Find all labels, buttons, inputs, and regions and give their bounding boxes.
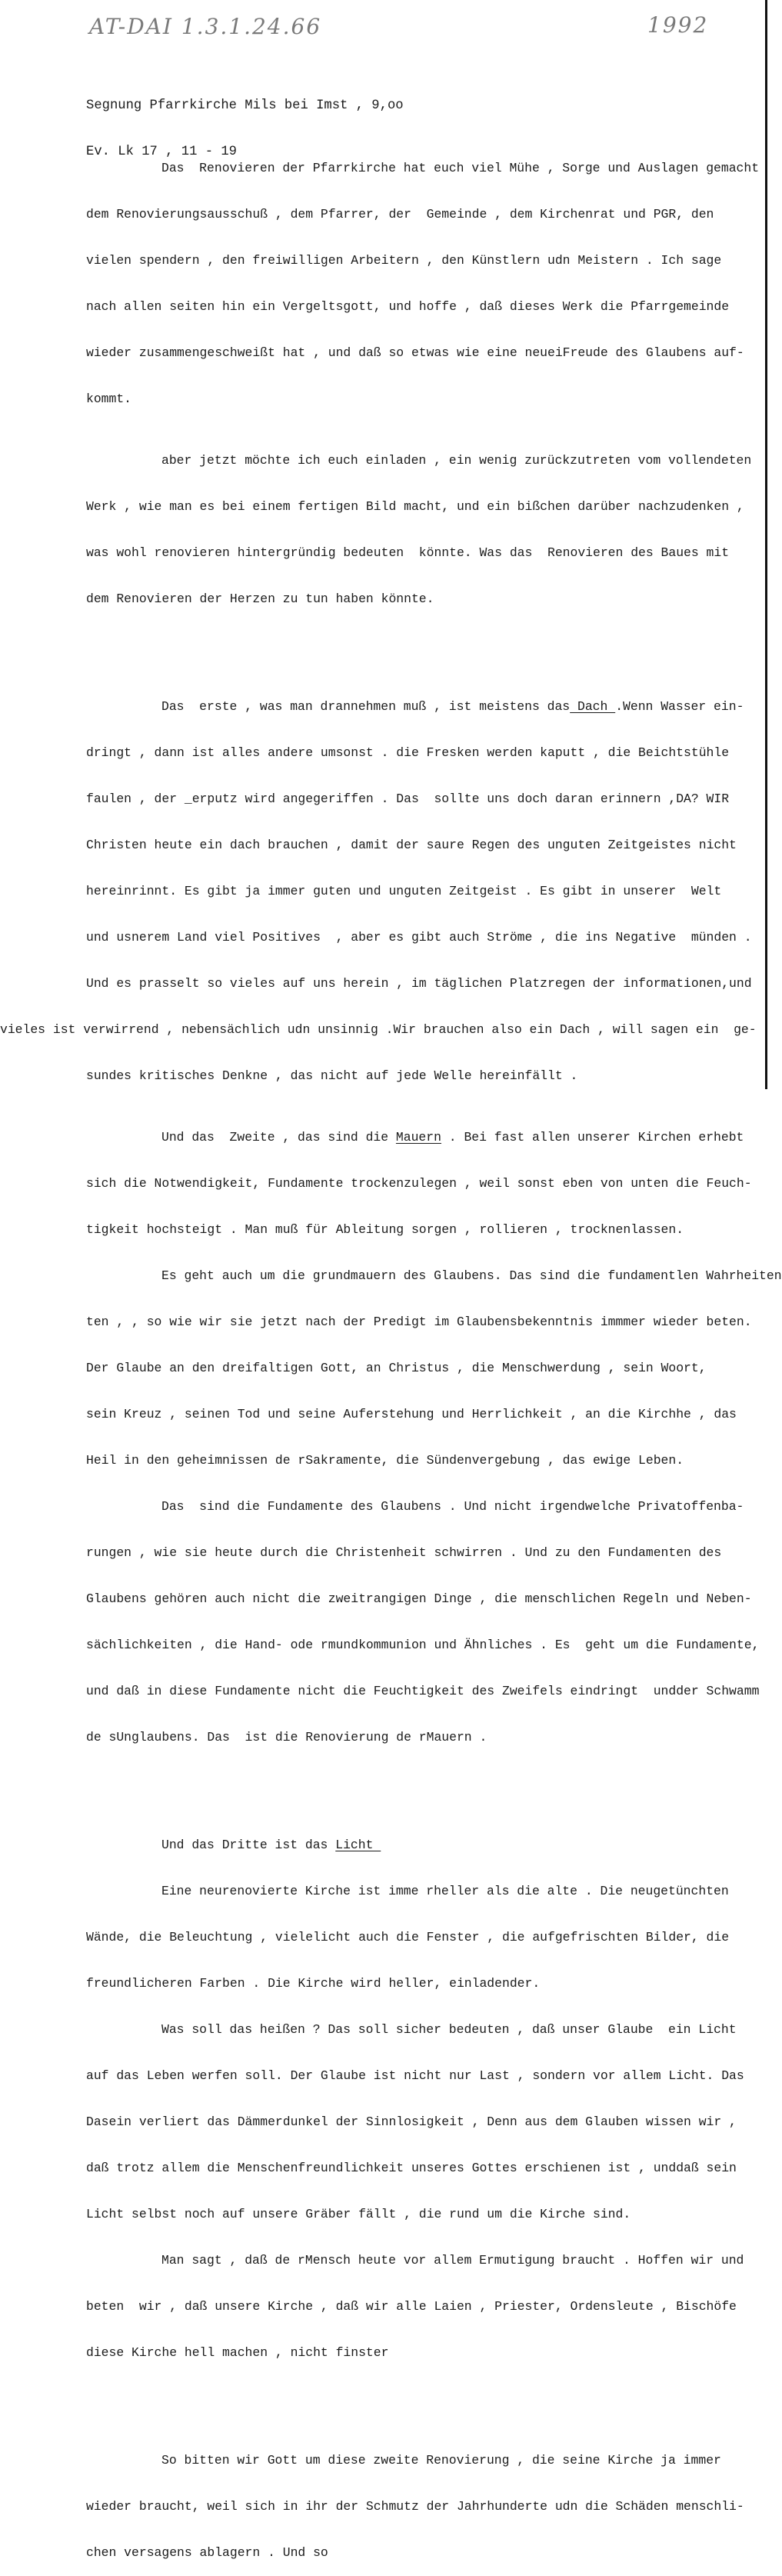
archive-id-annotation: AT-DAI 1.3.1.24.66 bbox=[89, 14, 322, 39]
text-line: wieder zusammengeschweißt hat , und daß so etwas wie eine neueiFreude des Glaubens auf- bbox=[86, 345, 744, 360]
text-line: tigkeit hochsteigt . Man muß für Ableitung sorgen , rollieren , trocknenlassen. bbox=[86, 1222, 684, 1237]
text-line: sich die Notwendigkeit, Fundamente trockenzulegen , weil sonst eben von unten die Feuch- bbox=[86, 1176, 752, 1191]
text-line: sein Kreuz , seinen Tod und seine Auferstehung und Herrlichkeit , an die Kirchhe , das bbox=[86, 1407, 737, 1421]
text-line: hereinrinnt. Es gibt ja immer guten und unguten Zeitgeist . Es gibt in unserer Welt bbox=[86, 884, 722, 898]
text-line: Licht selbst noch auf unsere Gräber fällt , die rund um die Kirche sind. bbox=[86, 2207, 631, 2221]
text-line: Wände, die Beleuchtung , vielelicht auch die Fenster , die aufgefrischten Bilder, die bbox=[86, 1930, 730, 1944]
text-line: ten , , so wie wir sie jetzt nach der Predigt im Glaubensbekenntnis immmer wieder beten. bbox=[86, 1315, 752, 1329]
text-line: vielen spendern , den freiwilligen Arbeitern , den Künstlern udn Meistern . Ich sage bbox=[86, 253, 722, 268]
text-line: vieles ist verwirrend , nebensächlich udn unsinnig .Wir brauchen also ein Dach , will sagen ein ge- bbox=[0, 1022, 757, 1037]
text-line: Was soll das heißen ? Das soll sicher bedeuten , daß unser Glaube ein Licht bbox=[161, 2022, 737, 2037]
text-line: auf das Leben werfen soll. Der Glaube ist nicht nur Last , sondern vor allem Licht. Das bbox=[86, 2068, 744, 2083]
text-line: kommt. bbox=[86, 392, 132, 406]
text-line: Eine neurenovierte Kirche ist imme rheller als die alte . Die neugetünchten bbox=[161, 1884, 729, 1898]
text-line: diese Kirche hell machen , nicht finster bbox=[86, 2345, 389, 2360]
text-line: Das Renovieren der Pfarrkirche hat euch viel Mühe , Sorge und Auslagen gemacht bbox=[161, 161, 760, 175]
header-title: Segnung Pfarrkirche Mils bei Imst , 9,oo bbox=[86, 98, 404, 113]
text-line: Heil in den geheimnissen de rSakramente, die Sündenvergebung , das ewige Leben. bbox=[86, 1453, 684, 1468]
text-line: freundlicheren Farben . Die Kirche wird heller, einladender. bbox=[86, 1976, 541, 1991]
text-line: Man sagt , daß de rMensch heute vor allem Ermutigung braucht . Hoffen wir und bbox=[161, 2253, 744, 2268]
text-line: Das sind die Fundamente des Glaubens . Und nicht irgendwelche Privatoffenba- bbox=[161, 1499, 744, 1514]
text-line: aber jetzt möchte ich euch einladen , ein wenig zurückzutreten vom vollendeten bbox=[161, 453, 752, 468]
text-line: Werk , wie man es bei einem fertigen Bild macht, und ein bißchen darüber nachzudenken , bbox=[86, 499, 744, 514]
text-line: dringt , dann ist alles andere umsonst . die Fresken werden kaputt , die Beichtstühle bbox=[86, 745, 730, 760]
text-line: sächlichkeiten , die Hand- ode rmundkommunion und Ähnliches . Es geht um die Fundamente, bbox=[86, 1638, 760, 1652]
text-line: rungen , wie sie heute durch die Christenheit schwirren . Und zu den Fundamenten des bbox=[86, 1545, 722, 1560]
text-line: Es geht auch um die grundmauern des Glaubens. Das sind die fundamentlen Wahrheiten bbox=[161, 1268, 782, 1283]
text-line: Und das Zweite , das sind die Mauern . Bei fast allen unserer Kirchen erhebt bbox=[161, 1130, 744, 1145]
year-annotation: 1992 bbox=[647, 12, 709, 38]
text-line: Der Glaube an den dreifaltigen Gott, an Christus , die Menschwerdung , sein Woort, bbox=[86, 1361, 707, 1375]
text-line: Das erste , was man drannehmen muß , ist meistens das Dach .Wenn Wasser ein- bbox=[161, 699, 744, 714]
text-line: und daß in diese Fundamente nicht die Feuchtigkeit des Zweifels eindringt undder Schwamm bbox=[86, 1684, 760, 1698]
text-line: dem Renovieren der Herzen zu tun haben könnte. bbox=[86, 592, 434, 606]
text-line: was wohl renovieren hintergründig bedeuten könnte. Was das Renovieren des Baues mit bbox=[86, 545, 730, 560]
text-line: wieder braucht, weil sich in ihr der Schmutz der Jahrhunderte udn die Schäden menschli- bbox=[86, 2499, 744, 2514]
text-line: daß trotz allem die Menschenfreundlichkeit unseres Gottes erschienen ist , unddaß sein bbox=[86, 2161, 737, 2175]
text-line: faulen , der _erputz wird angegeriffen . Das sollte uns doch daran erinnern ,DA? WIR bbox=[86, 791, 730, 806]
keyword-mauern: Mauern bbox=[395, 1130, 441, 1145]
text-line: beten wir , daß unsere Kirche , daß wir alle Laien , Priester, Ordensleute , Bischöfe bbox=[86, 2299, 737, 2314]
text-line: und usnerem Land viel Positives , aber es gibt auch Ströme , die ins Negative münden . bbox=[86, 930, 752, 945]
text-line: Glaubens gehören auch nicht die zweitrangigen Dinge , die menschlichen Regeln und Neben- bbox=[86, 1591, 752, 1606]
text-line: dem Renovierungsausschuß , dem Pfarrer, der Gemeinde , dem Kirchenrat und PGR, den bbox=[86, 207, 714, 222]
text-line: de sUnglaubens. Das ist die Renovierung de rMauern . bbox=[86, 1730, 488, 1745]
sermon-body bbox=[0, 115, 782, 2576]
keyword-dach: Dach bbox=[570, 699, 616, 714]
text-line: Christen heute ein dach brauchen , damit der saure Regen des unguten Zeitgeistes nicht bbox=[86, 838, 737, 852]
text-line: So bitten wir Gott um diese zweite Renovierung , die seine Kirche ja immer bbox=[161, 2453, 721, 2468]
text-line: Und das Dritte ist das Licht bbox=[161, 1838, 381, 1852]
text-line: Dasein verliert das Dämmerdunkel der Sinnlosigkeit , Denn aus dem Glauben wissen wir , bbox=[86, 2114, 737, 2129]
text-line: Und es prasselt so vieles auf uns herein , im täglichen Platzregen der informationen,und bbox=[86, 976, 752, 991]
text-line: sundes kritisches Denkne , das nicht auf jede Welle hereinfällt . bbox=[86, 1068, 578, 1083]
text-line: nach allen seiten hin ein Vergeltsgott, und hoffe , daß dieses Werk die Pfarrgemeinde bbox=[86, 299, 730, 314]
header-gospel-reference: Ev. Lk 17 , 11 - 19 bbox=[86, 145, 237, 159]
text-line: chen versagens ablagern . Und so bbox=[86, 2545, 328, 2560]
keyword-licht: Licht bbox=[335, 1838, 381, 1852]
